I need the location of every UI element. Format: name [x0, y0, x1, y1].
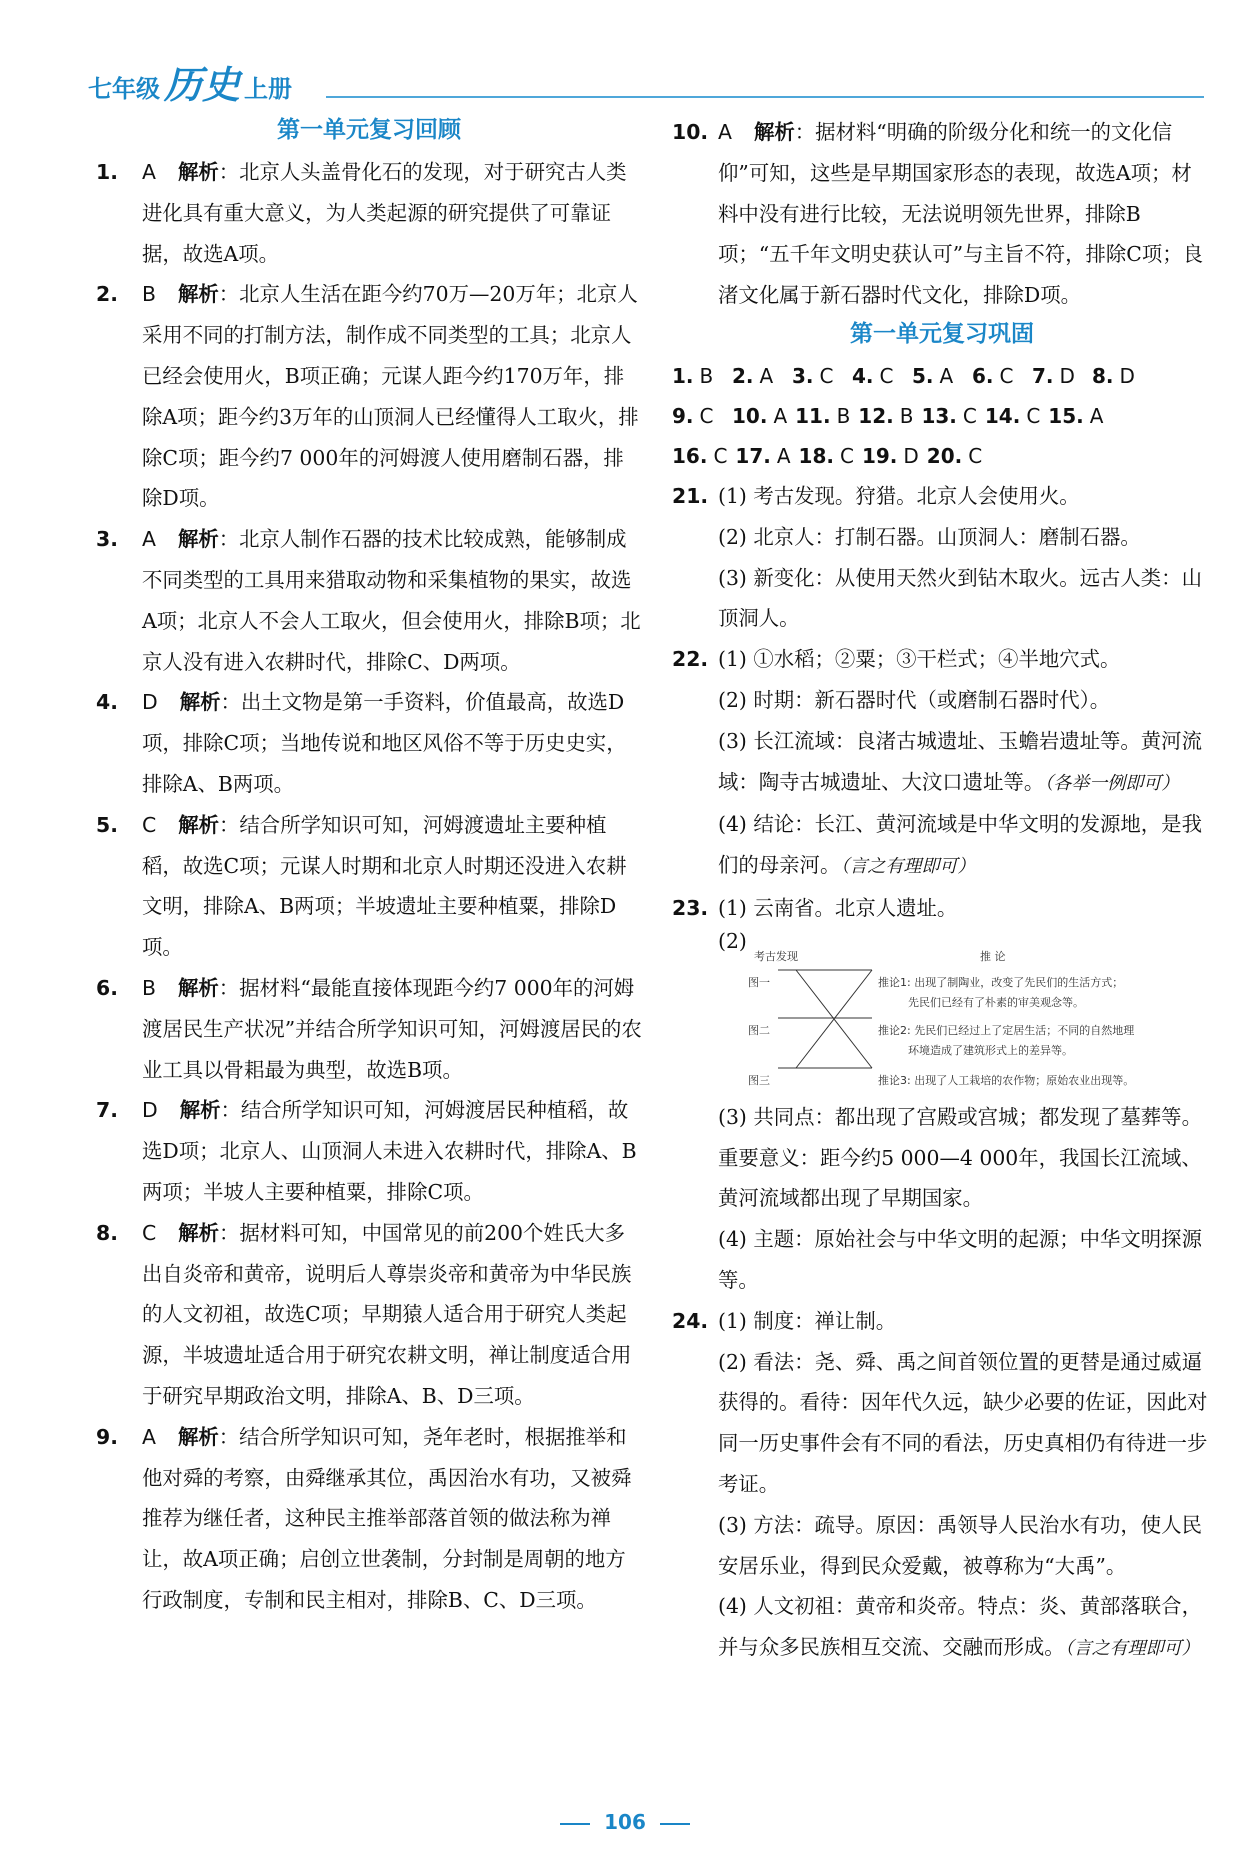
- answer-item-5: 5. C 解析：结合所学知识可知，河姆渡遗址主要种植稻，故选C项；元谋人时期和北京人时期还没进入农耕文明，排除A、B两项；半坡遗址主要种植粟，排除D项。: [96, 812, 627, 960]
- mc-answer: 14. C: [984, 403, 1041, 428]
- mc-row: [672, 436, 1212, 476]
- mc-answer: 18. C: [798, 443, 854, 468]
- mc-answer: 12. B: [858, 403, 914, 428]
- mc-answer: 9. C: [672, 403, 714, 428]
- diagram-right-2b: 环境造成了建筑形式上的差异等。: [908, 1043, 1073, 1057]
- mc-answer: 6. C: [972, 363, 1014, 388]
- mc-answer: 2. A: [732, 363, 774, 388]
- diagram-right-1b: 先民们已经有了朴素的审美观念等。: [908, 995, 1084, 1009]
- mc-answer: 11. B: [795, 403, 851, 428]
- answer-item-9: 9. A 解析：结合所学知识可知，尧年老时，根据推举和他对舜的考察，由舜继承其位，禹因治水有功，又被舜推荐为继任者，这种民主推举部落首领的做法称为禅让，故A项正确；启创立世袭制，分封制是周朝的地方行政制度，专制和民主相对，排除B、C、D三项。: [96, 1424, 632, 1612]
- mc-answer: 15. A: [1048, 403, 1104, 428]
- diagram-right-3: 推论3: 出现了人工栽培的农作物；原始农业出现等。: [878, 1073, 1135, 1087]
- multiple-choice-answers: [672, 356, 1212, 476]
- mc-answer: 1. B: [672, 363, 714, 388]
- section-title-consolidation: 第一单元复习巩固: [850, 320, 1034, 347]
- mc-answer: 5. A: [912, 363, 954, 388]
- mc-row: [672, 396, 1212, 436]
- answer-item-6: 6. B 解析：据材料“最能直接体现距今约7 000年的河姆渡居民生产状况”并结合所学知识可知，河姆渡居民的农业工具以骨耜最为典型，故选B项。: [96, 975, 642, 1082]
- mc-answer: 10. A: [732, 403, 788, 428]
- answer-item-22: 22. (1) ①水稻；②粟；③干栏式；④半地穴式。 (2) 时期：新石器时代（或磨制石器时代）。 (3) 长江流域：良渚古城遗址、玉蟾岩遗址等。黄河流域：陶寺古城遗址、大汶口遗址等。（各举一例即可） (4) 结论：长江、黄河流域是中华文明的发源地，是我们的母亲河。（言之有理即可）: [672, 647, 1202, 878]
- answer-item-1: 1. A 解析：北京人头盖骨化石的发现，对于研究古人类进化具有重大意义，为人类起源的研究提供了可靠证据，故选A项。: [96, 160, 627, 266]
- inference-matching-diagram: [718, 949, 1188, 1093]
- left-answer-list: [96, 152, 642, 1621]
- answer-item-3: 3. A 解析：北京人制作石器的技术比较成熟，能够制成不同类型的工具用来猎取动物和采集植物的果实，故选A项；北京人不会人工取火，但会使用火，排除B项；北京人没有进入农耕时代，排除C、D两项。: [96, 527, 641, 674]
- right-column: [672, 112, 1212, 1670]
- header-rule: [326, 96, 1204, 98]
- diagram-header-inference: 推 论: [980, 949, 1006, 963]
- diagram-left-3: 图三: [748, 1073, 770, 1087]
- mc-answer: 16. C: [672, 443, 728, 468]
- page-header: [88, 58, 293, 107]
- section-title-review: 第一单元复习回顾: [277, 117, 461, 143]
- answer-item-23: 23. (1) 云南省。北京人遗址。 (2) 考古发现 推 论 图一 图二 图三 推论1: 出现了制陶业，改变了先民们的生活方式； 先民们已经有了朴素的审美观念等。 推论2: 先民们已经过上了定居生活；不同的自然地理 环境造成了建筑形式上的差异等。 推论3: 出现了人工栽培的农作物；原始农业出现等。 (3) 共同点：都出现了宫殿或宫城；都发现了墓葬等。重要意义：距今约5 000—4 000年，我国长江流域、黄河流域都出现了早期国家。 (4) 主题：原始社会与中华文明的起源；中华文明探源等。: [672, 895, 1202, 1292]
- answer-item-10: 10. A 解析：据材料“明确的阶级分化和统一的文化信仰”可知，这些是早期国家形态的表现，故选A项；材料中没有进行比较，无法说明领先世界，排除B项；“五千年文明史获认可”与主旨不符，排除C项；良渚文化属于新石器时代文化，排除D项。: [672, 120, 1204, 308]
- left-column: [96, 112, 642, 1621]
- mc-answer: 3. C: [792, 363, 834, 388]
- answer-item-8: 8. C 解析：据材料可知，中国常见的前200个姓氏大多出自炎帝和黄帝，说明后人尊崇炎帝和黄帝为中华民族的人文初祖，故选C项；早期猿人适合用于研究人类起源，半坡遗址适合用于研究农耕文明，禅让制度适合用于研究早期政治文明，排除A、B、D三项。: [96, 1220, 632, 1408]
- mc-answer: 17. A: [735, 443, 791, 468]
- mc-answer: 4. C: [852, 363, 894, 388]
- mc-answer: 20. C: [926, 443, 983, 468]
- mc-row: [672, 356, 1212, 396]
- diagram-right-2: 推论2: 先民们已经过上了定居生活；不同的自然地理: [878, 1023, 1135, 1037]
- mc-answer: 19. D: [861, 443, 919, 468]
- page-number: 106: [0, 1810, 1250, 1834]
- answer-item-24: 24. (1) 制度：禅让制。 (2) 看法：尧、舜、禹之间首领位置的更替是通过威逼获得的。看待：因年代久远，缺少必要的佐证，因此对同一历史事件会有不同的看法，历史真相仍有待进一步考证。 (3) 方法：疏导。原因：禹领导人民治水有功，使人民安居乐业，得到民众爱戴，被尊称为“大禹”。 (4) 人文初祖：黄帝和炎帝。特点：炎、黄部落联合，并与众多民族相互交流、交融而形成。（言之有理即可）: [672, 1308, 1208, 1660]
- mc-answer: 13. C: [921, 403, 977, 428]
- header-subject: 历史: [164, 63, 241, 107]
- answer-item-2: 2. B 解析：北京人生活在距今约70万—20万年；北京人采用不同的打制方法，制作成不同类型的工具；北京人已经会使用火，B项正确；元谋人距今约170万年，排除A项；距今约3万年的山顶洞人已经懂得人工取火，排除C项；距今约7 000年的河姆渡人使用磨制石器，排除D项。: [96, 282, 639, 511]
- answer-item-21: 21. (1) 考古发现。狩猎。北京人会使用火。 (2) 北京人：打制石器。山顶洞人：磨制石器。 (3) 新变化：从使用天然火到钻木取火。远古人类：山顶洞人。: [672, 483, 1202, 631]
- diagram-header-discovery: 考古发现: [754, 949, 798, 963]
- diagram-left-2: 图二: [748, 1023, 770, 1037]
- header-volume: 上册: [244, 75, 293, 103]
- answer-item-4: 4. D 解析：出土文物是第一手资料，价值最高，故选D项，排除C项；当地传说和地区风俗不等于历史史实，排除A、B两项。: [96, 690, 627, 796]
- diagram-right-1: 推论1: 出现了制陶业，改变了先民们的生活方式；: [878, 975, 1124, 989]
- mc-answer: 8. D: [1092, 363, 1135, 388]
- header-grade: 七年级: [88, 75, 160, 103]
- answer-item-7: 7. D 解析：结合所学知识可知，河姆渡居民种植稻，故选D项；北京人、山顶洞人未进入农耕时代，排除A、B两项；半坡人主要种植粟，排除C项。: [96, 1098, 637, 1204]
- diagram-left-1: 图一: [748, 975, 770, 989]
- mc-answer: 7. D: [1032, 363, 1075, 388]
